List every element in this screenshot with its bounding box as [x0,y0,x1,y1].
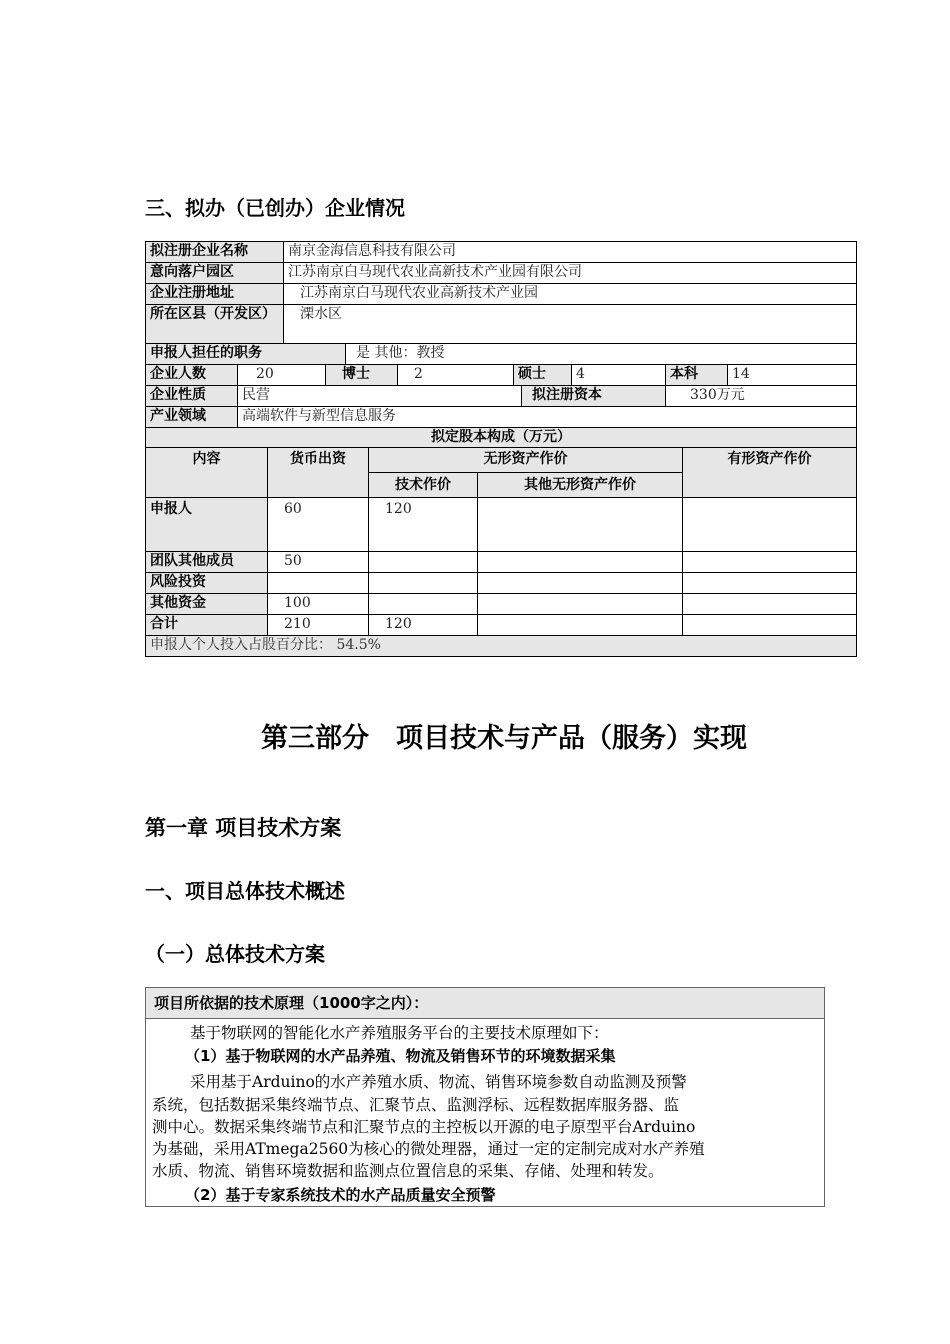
row-tangible [682,593,857,615]
nature-value: 民营 [237,385,522,407]
header-other-intangible: 其他无形资产作价 [477,472,683,498]
row-tangible [682,572,857,594]
row-tech: 120 [368,614,478,636]
phd-value: 2 [397,364,514,386]
row-cash [267,572,369,594]
principle-line: 测中心。数据采集终端节点和汇聚节点的主控板以开源的电子原型平台Arduino [152,1118,696,1136]
staff-value: 20 [237,364,326,386]
header-cash: 货币出资 [267,447,369,498]
nature-label: 企业性质 [145,385,238,407]
header-tech: 技术作价 [368,472,478,498]
row-label: 风险投资 [145,572,268,594]
ratio-value: 54.5% [336,637,381,653]
bachelor-value: 14 [727,364,857,386]
section-title: 一、项目总体技术概述 [145,879,345,903]
row-tangible [682,551,857,573]
master-label: 硕士 [513,364,572,386]
role-value: 是 其他：教授 [345,343,857,365]
capital-value: 330万元 [665,385,857,407]
name-value: 南京金海信息科技有限公司 [283,241,857,263]
equity-title: 拟定股本构成（万元） [145,427,857,448]
name-label: 拟注册企业名称 [145,241,284,263]
header-content: 内容 [145,447,268,498]
row-other [477,497,683,552]
row-tangible [682,614,857,636]
row-tech [368,551,478,573]
header-intangible: 无形资产作价 [368,447,683,473]
row-other [477,551,683,573]
row-label: 其他资金 [145,593,268,615]
row-cash: 100 [267,593,369,615]
row-cash: 60 [267,497,369,552]
chapter-title: 第一章 项目技术方案 [145,816,342,840]
address-label: 企业注册地址 [145,283,284,305]
principle-line: 为基础，采用ATmega2560为核心的微处理器，通过一定的定制完成对水产养殖 [152,1140,705,1158]
role-label: 申报人担任的职务 [145,343,346,365]
row-other [477,593,683,615]
address-value: 江苏南京白马现代农业高新技术产业园 [283,283,857,305]
row-tangible [682,497,857,552]
park-value: 江苏南京白马现代农业高新技术产业园有限公司 [283,262,857,284]
header-tangible: 有形资产作价 [682,447,857,498]
part-title: 第三部分 项目技术与产品（服务）实现 [261,723,747,754]
row-tech [368,593,478,615]
principle-line: 水质、物流、销售环境数据和监测点位置信息的采集、存储、处理和转发。 [152,1162,664,1180]
phd-label: 博士 [325,364,398,386]
row-tech [368,572,478,594]
industry-value: 高端软件与新型信息服务 [237,406,857,428]
staff-label: 企业人数 [145,364,238,386]
principle-line: 采用基于Arduino的水产养殖水质、物流、销售环境参数自动监测及预警 [190,1073,687,1091]
principle-line: 基于物联网的智能化水产养殖服务平台的主要技术原理如下： [190,1024,609,1042]
subsection-title: （一）总体技术方案 [145,942,325,966]
principle-subheading: （1）基于物联网的水产品养殖、物流及销售环节的环境数据采集 [185,1047,616,1065]
ratio-row [145,635,857,657]
district-label: 所在区县（开发区） [145,304,284,344]
row-other [477,572,683,594]
district-value: 溧水区 [283,304,857,344]
bachelor-label: 本科 [665,364,728,386]
principle-header: 项目所依据的技术原理（1000字之内）： [146,988,824,1019]
capital-label: 拟注册资本 [521,385,666,407]
row-other [477,614,683,636]
row-label: 团队其他成员 [145,551,268,573]
section-heading: 三、拟办（已创办）企业情况 [145,196,405,220]
row-cash: 210 [267,614,369,636]
row-tech: 120 [368,497,478,552]
principle-line: 系统，包括数据采集终端节点、汇聚节点、监测浮标、远程数据库服务器、监 [152,1096,680,1114]
ratio-label: 申报人个人投入占股百分比： [150,637,332,653]
park-label: 意向落户园区 [145,262,284,284]
master-value: 4 [571,364,666,386]
row-cash: 50 [267,551,369,573]
row-label: 合计 [145,614,268,636]
industry-label: 产业领域 [145,406,238,428]
principle-subheading: （2）基于专家系统技术的水产品质量安全预警 [185,1186,496,1204]
row-label: 申报人 [145,497,268,552]
